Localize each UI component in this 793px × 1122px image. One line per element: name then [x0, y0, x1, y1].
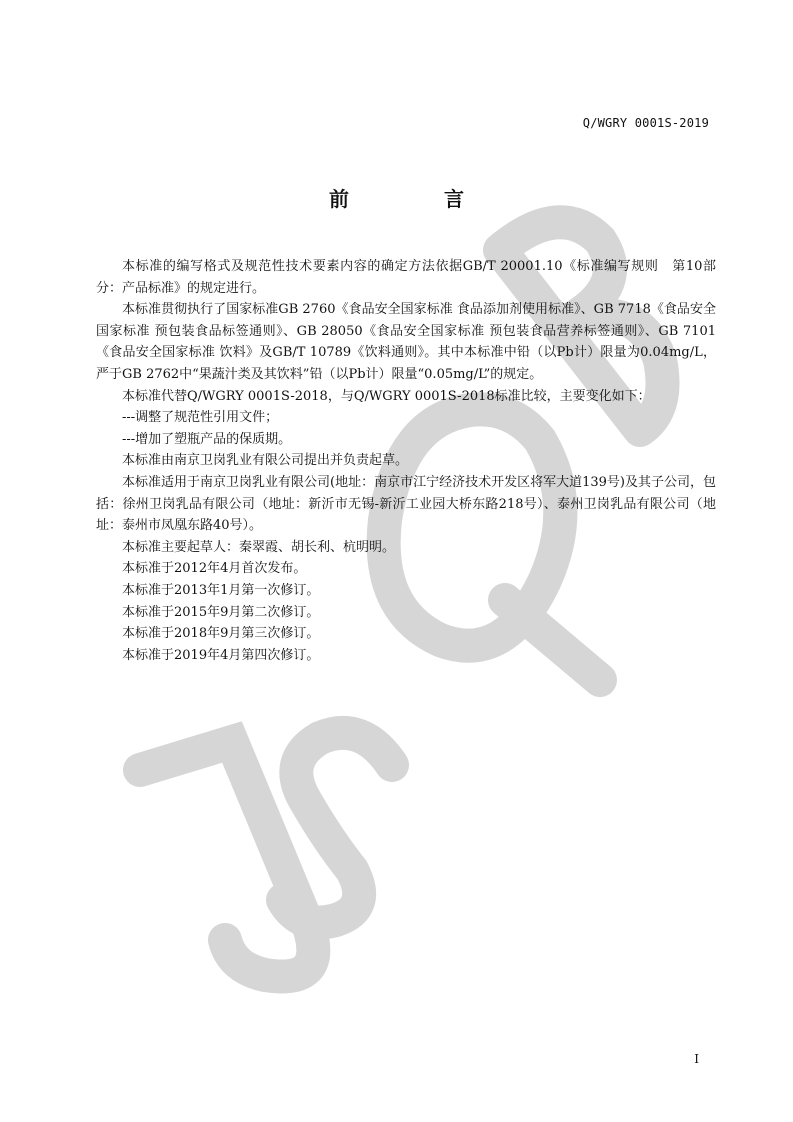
- paragraph: 本标准代替Q/WGRY 0001S-2018，与Q/WGRY 0001S-2018标准比较，主要变化如下：: [122, 388, 651, 404]
- paragraph: 本标准于2015年9月第二次修订。: [122, 604, 320, 620]
- paragraph: 本标准于2013年1月第一次修订。: [122, 582, 320, 598]
- list-item: ---增加了塑瓶产品的保质期。: [122, 431, 292, 447]
- paragraph: 本标准主要起草人：秦翠霞、胡长利、杭明明。: [122, 539, 396, 555]
- page-title: 前 言: [329, 187, 508, 211]
- paragraph: 本标准由南京卫岗乳业有限公司提出并负责起草。: [122, 453, 409, 469]
- paragraph: 本标准于2018年9月第三次修订。: [122, 626, 320, 642]
- watermark-letter-s: [283, 733, 392, 923]
- list-item: ---调整了规范性引用文件；: [122, 410, 279, 426]
- paragraph: 本标准适用于南京卫岗乳业有限公司(地址：南京市江宁经济技术开发区将军大道139号)及其子公司，包括：徐州卫岗乳品有限公司（地址：新沂市无锡-新沂工业园大桥东路218号）、泰州卫岗乳品有限公司（地址：泰州市凤凰东路40号）。: [96, 474, 716, 534]
- page-number: I: [694, 1052, 699, 1066]
- paragraph: 本标准于2019年4月第四次修订。: [122, 647, 320, 663]
- document-number: Q/WGRY 0001S-2019: [582, 116, 709, 130]
- paragraph: 本标准的编写格式及规范性技术要素内容的确定方法依据GB/T 20001.10《标准编写规则 第10部分：产品标准》的规定进行。: [96, 259, 716, 296]
- paragraph: 本标准贯彻执行了国家标准GB 2760《食品安全国家标准 食品添加剂使用标准》、GB 7718《食品安全国家标准 预包装食品标签通则》、GB 28050《食品安全国家标准 预包装食品营养标签通则》、GB 7101《食品安全国家标准 饮料》及GB/T 10789《饮料通则》。其中本标准中铅（以Pb计）限量为0.04mg/L，严于GB 2762中“果蔬汁类及其饮料”铅（以Pb计）限量“0.05mg/L”的规定。: [96, 302, 716, 382]
- foreword-body: [96, 256, 716, 666]
- watermark-letter-j: [140, 742, 313, 977]
- paragraph: 本标准于2012年4月首次发布。: [122, 561, 307, 577]
